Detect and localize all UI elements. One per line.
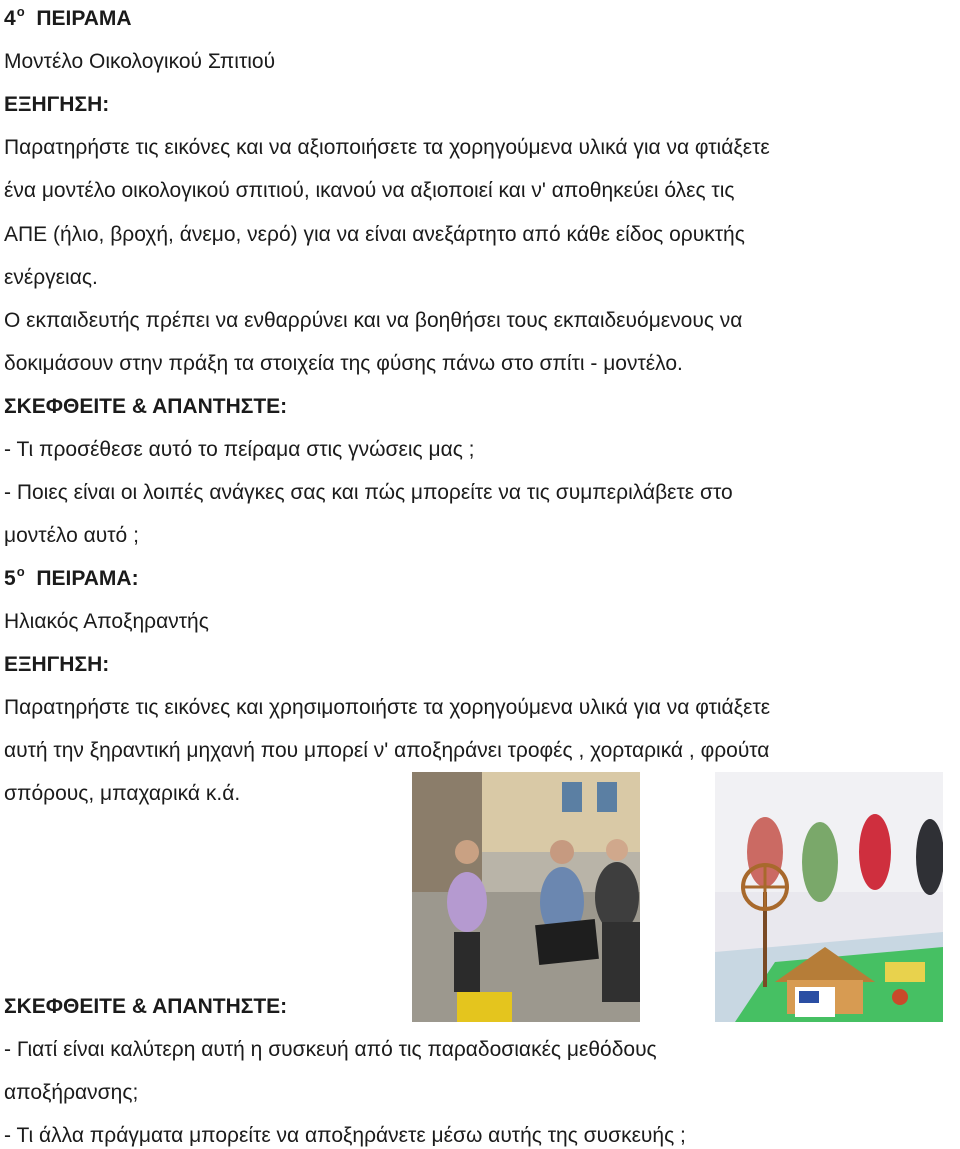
exp4-heading — [4, 6, 132, 34]
exp4-number: 4 — [4, 7, 16, 30]
exp5-paragraph-line: αυτή την ξηραντική μηχανή που μπορεί ν' αποξηράνει τροφές , χορταρικά , φρούτα — [4, 739, 770, 762]
exp4-paragraph1-line: Παρατηρήστε τις εικόνες και να αξιοποιήσετε τα χορηγούμενα υλικά για να φτιάξετε — [4, 136, 770, 159]
exp4-ordinal: ο — [16, 4, 25, 19]
exp5-heading — [4, 566, 139, 594]
exp4-paragraph2-line: Ο εκπαιδευτής πρέπει να ενθαρρύνει και να βοηθήσει τους εκπαιδευόμενους να — [4, 309, 743, 332]
exp4-question: - Ποιες είναι οι λοιπές ανάγκες σας και πώς μπορείτε να τις συμπεριλάβετε στο — [4, 481, 733, 504]
exp4-paragraph2-line: δοκιμάσουν στην πράξη τα στοιχεία της φύσης πάνω στο σπίτι - μοντέλο. — [4, 352, 683, 375]
exp5-think-label: ΣΚΕΦΘΕΙΤΕ & ΑΠΑΝΤΗΣΤΕ: — [4, 995, 288, 1018]
exp4-question: μοντέλο αυτό ; — [4, 524, 139, 547]
exp5-paragraph-line-clip — [4, 738, 884, 764]
exp4-paragraph1-line: ΑΠΕ (ήλιο, βροχή, άνεμο, νερό) για να είναι ανεξάρτητο από κάθε είδος ορυκτής — [4, 223, 745, 246]
exp5-paragraph-line: σπόρους, μπαχαρικά κ.ά. — [4, 782, 241, 805]
exp4-explanation-label: ΕΞΗΓΗΣΗ: — [4, 93, 110, 116]
exp5-title: ΠΕΙΡΑΜΑ: — [36, 567, 139, 590]
photo-eco-house-model — [715, 772, 943, 1022]
exp4-paragraph1-line: ένα μοντέλο οικολογικού σπιτιού, ικανού να αξιοποιεί και ν' αποθηκεύει όλες τις — [4, 179, 735, 202]
exp5-number: 5 — [4, 567, 16, 590]
exp5-question: - Τι άλλα πράγματα μπορείτε να αποξηράνετε μέσω αυτής της συσκευής ; — [4, 1124, 686, 1147]
photo-solar-dryer-group — [412, 772, 640, 1022]
exp4-title: ΠΕΙΡΑΜΑ — [36, 7, 132, 30]
exp4-subtitle: Μοντέλο Οικολογικού Σπιτιού — [4, 50, 276, 73]
exp5-subtitle: Ηλιακός Αποξηραντής — [4, 610, 209, 633]
exp5-paragraph-line: Παρατηρήστε τις εικόνες και χρησιμοποιήστε τα χορηγούμενα υλικά για να φτιάξετε — [4, 696, 771, 719]
exp5-question: - Γιατί είναι καλύτερη αυτή η συσκευή από τις παραδοσιακές μεθόδους — [4, 1038, 657, 1061]
exp5-explanation-label: ΕΞΗΓΗΣΗ: — [4, 653, 110, 676]
exp5-question: αποξήρανσης; — [4, 1081, 139, 1104]
exp4-think-label: ΣΚΕΦΘΕΙΤΕ & ΑΠΑΝΤΗΣΤΕ: — [4, 395, 288, 418]
exp4-question: - Τι προσέθεσε αυτό το πείραμα στις γνώσεις μας ; — [4, 438, 475, 461]
exp5-ordinal: ο — [16, 564, 25, 579]
exp4-paragraph1-line: ενέργειας. — [4, 266, 98, 289]
